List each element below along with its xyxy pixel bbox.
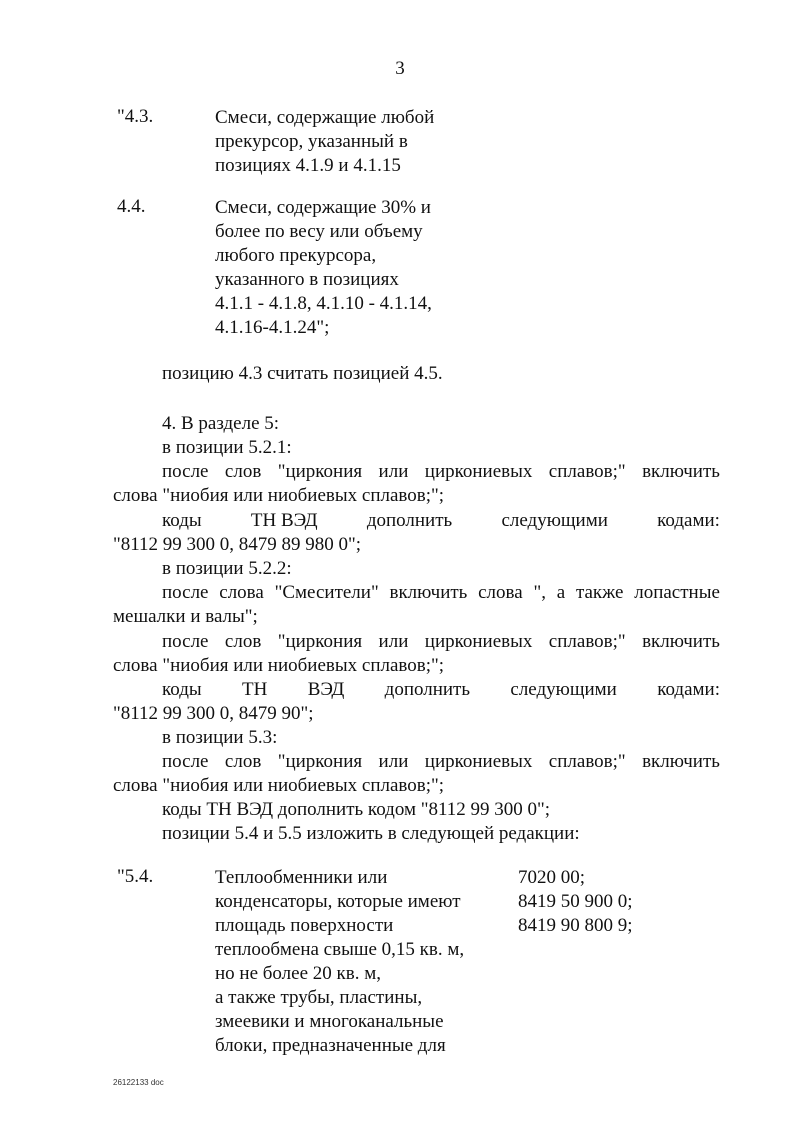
justified-word: лопастные [634,582,720,603]
text-line: слова "ниобия или ниобиевых сплавов;"; [113,485,445,506]
item-line: более по весу или объему [215,221,423,242]
justified-word: кодами: [657,510,720,531]
item-line: змеевики и многоканальные [215,1011,444,1032]
justified-word: циркониевых [424,631,533,652]
justified-word: циркониевых [424,751,533,772]
justified-word: ТН ВЭД [250,510,318,531]
item-number: "5.4. [117,866,154,887]
justified-line [162,678,720,702]
justified-word: "циркония [277,461,363,482]
justified-word: сплавов;" [548,461,626,482]
justified-word: ВЭД [307,679,345,700]
position-label: в позиции 5.2.2: [162,558,292,579]
justified-word: коды [162,679,202,700]
justified-word: включить [642,751,720,772]
item-number: "4.3. [117,106,154,127]
item-line: Смеси, содержащие любой [215,107,435,128]
page-number: 3 [395,58,405,79]
justified-word: после [162,582,209,603]
justified-word: после [162,751,209,772]
justified-word: "циркония [277,631,363,652]
item-line: 4.1.1 - 4.1.8, 4.1.10 - 4.1.14, [215,293,432,314]
justified-word: кодами: [657,679,720,700]
text-line: "8112 99 300 0, 8479 90"; [113,703,314,724]
justified-word: также [575,582,624,603]
justified-word: циркониевых [424,461,533,482]
item-line: указанного в позициях [215,269,399,290]
justified-word: после [162,631,209,652]
item-line: а также трубы, пластины, [215,987,423,1008]
justified-word: ТН [242,679,268,700]
justified-line [162,630,720,654]
justified-word: сплавов;" [548,751,626,772]
justified-word: включить [642,631,720,652]
justified-word: "Смесители" [274,582,379,603]
justified-word: включить [642,461,720,482]
justified-word: включить [389,582,468,603]
text-line: мешалки и валы"; [113,606,258,627]
justified-word: или [378,751,409,772]
justified-word: слов [224,631,262,652]
item-description [215,196,432,340]
justified-word: сплавов;" [548,631,626,652]
text-line: слова "ниобия или ниобиевых сплавов;"; [113,655,445,676]
item-line: позициях 4.1.9 и 4.1.15 [215,155,401,176]
justified-word: слов [224,461,262,482]
text-line: коды ТН ВЭД дополнить кодом "8112 99 300 0"; [162,799,551,820]
footer-file-id: 26122133 doc [113,1078,164,1087]
justified-line [162,460,720,484]
justified-word: ", [533,582,546,603]
item-line: любого прекурсора, [215,245,377,266]
item-line: площадь поверхности [215,915,394,936]
item-line: Смеси, содержащие 30% и [215,197,431,218]
position-label: в позиции 5.2.1: [162,437,292,458]
justified-word: или [378,631,409,652]
justified-word: следующими [510,679,617,700]
text-line: "8112 99 300 0, 8479 89 980 0"; [113,534,362,555]
item-codes [518,866,633,938]
justified-word: а [556,582,566,603]
code-line: 8419 50 900 0; [518,891,633,912]
item-line: прекурсор, указанный в [215,131,408,152]
justified-word: слова [219,582,264,603]
code-line: 8419 90 800 9; [518,915,633,936]
text-line: позиции 5.4 и 5.5 изложить в следующей редакции: [162,823,580,844]
justified-word: после [162,461,209,482]
item-line: теплообмена свыше 0,15 кв. м, [215,939,465,960]
justified-word: слов [224,751,262,772]
justified-word: дополнить [384,679,471,700]
item-line: Теплообменники или [215,867,388,888]
item-description [215,106,434,178]
justified-line [162,750,720,774]
item-line: блоки, предназначенные для [215,1035,446,1056]
code-line: 7020 00; [518,867,586,888]
justified-line [162,509,720,533]
item-line: 4.1.16-4.1.24"; [215,317,330,338]
position-note: позицию 4.3 считать позицией 4.5. [162,363,443,384]
section-heading: 4. В разделе 5: [162,413,280,434]
item-number: 4.4. [117,196,146,217]
justified-word: слова [478,582,523,603]
justified-word: или [378,461,409,482]
item-line: конденсаторы, которые имеют [215,891,461,912]
justified-line [162,581,720,605]
item-description [215,866,464,1058]
justified-word: следующими [501,510,608,531]
position-label: в позиции 5.3: [162,727,278,748]
justified-word: дополнить [366,510,453,531]
item-line: но не более 20 кв. м, [215,963,382,984]
justified-word: коды [162,510,202,531]
justified-word: "циркония [277,751,363,772]
text-line: слова "ниобия или ниобиевых сплавов;"; [113,775,445,796]
